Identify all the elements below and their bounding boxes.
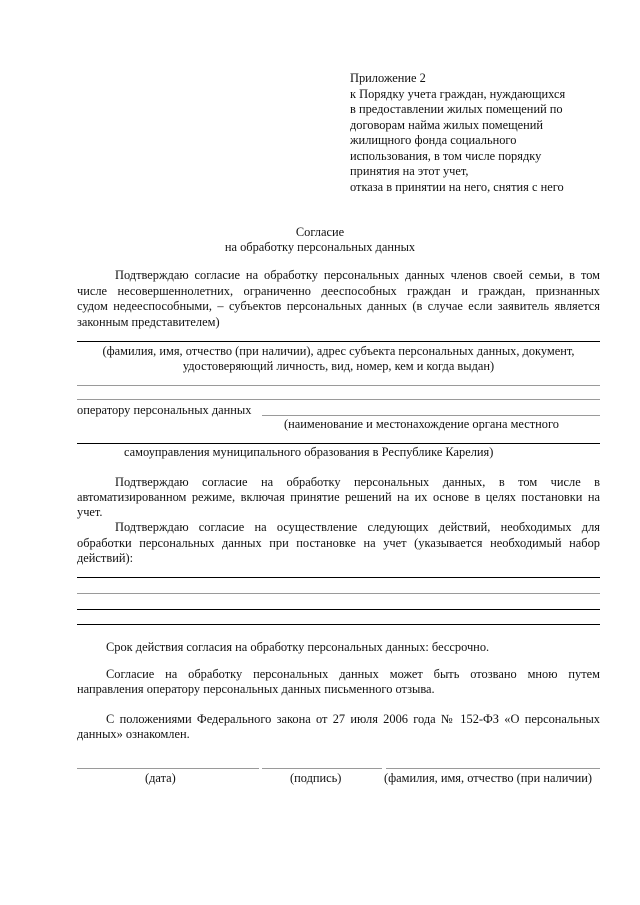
signature-field-line[interactable] bbox=[262, 768, 382, 769]
paragraph-line: направления оператору персональных данных письменного отзыва. bbox=[77, 682, 435, 696]
subject-field-caption: удостоверяющий личность, вид, номер, кем и когда выдан) bbox=[182, 359, 495, 373]
paragraph-line: числе несовершеннолетних, ограниченно дееспособных граждан и граждан, признанных bbox=[77, 284, 600, 298]
subject-field-line[interactable] bbox=[77, 399, 600, 400]
signature-caption: (подпись) bbox=[290, 771, 342, 785]
appendix-line: договорам найма жилых помещений bbox=[350, 117, 544, 132]
appendix-line: отказа в принятии на него, снятия с него bbox=[350, 179, 564, 194]
actions-field-line[interactable] bbox=[77, 577, 600, 578]
document-title: Согласие bbox=[295, 225, 345, 239]
appendix-line: жилищного фонда социального bbox=[350, 133, 517, 147]
appendix-header bbox=[350, 71, 565, 195]
paragraph-line: действий): bbox=[77, 551, 134, 565]
date-field-line[interactable] bbox=[77, 768, 259, 769]
appendix-title: Приложение 2 bbox=[350, 71, 426, 85]
operator-field-line[interactable] bbox=[77, 443, 600, 444]
paragraph-line: судом недееспособными, – субъектов персональных данных (в случае если заявитель является bbox=[77, 299, 600, 313]
paragraph-line: учет. bbox=[77, 505, 103, 519]
appendix-line: к Порядку учета граждан, нуждающихся bbox=[350, 86, 566, 101]
paragraph-line: законным представителем) bbox=[77, 315, 220, 329]
operator-label: оператору персональных данных bbox=[77, 403, 252, 417]
subject-field-caption: (фамилия, имя, отчество (при наличии), адрес субъекта персональных данных, документ, bbox=[102, 344, 575, 358]
operator-caption: самоуправления муниципального образования в Республике Карелия) bbox=[124, 445, 494, 459]
paragraph-line: Подтверждаю согласие на обработку персональных данных членов своей семьи, в том bbox=[115, 268, 600, 282]
operator-field-line[interactable] bbox=[262, 415, 600, 416]
paragraph-line: автоматизированном режиме, включая принятие решений на их основе в целях постановки на bbox=[77, 490, 600, 504]
paragraph-line: Подтверждаю согласие на обработку персональных данных, в том числе в bbox=[115, 475, 600, 489]
paragraph-line: С положениями Федерального закона от 27 июля 2006 года № 152-ФЗ «О персональных bbox=[106, 712, 600, 726]
actions-field-line[interactable] bbox=[77, 593, 600, 594]
actions-field-line[interactable] bbox=[77, 609, 600, 610]
actions-field-line[interactable] bbox=[77, 624, 600, 625]
paragraph-line: обработки персональных данных при постановке на учет (указывается необходимый набор bbox=[77, 536, 600, 550]
appendix-line: использования, в том числе порядку bbox=[350, 148, 542, 163]
subject-field-line[interactable] bbox=[77, 341, 600, 342]
name-field-line[interactable] bbox=[386, 768, 600, 769]
subject-field-line[interactable] bbox=[77, 385, 600, 386]
appendix-line: принятия на этот учет, bbox=[350, 164, 469, 178]
paragraph-line: данных» ознакомлен. bbox=[77, 727, 190, 741]
paragraph-line: Согласие на обработку персональных данных может быть отозвано мною путем bbox=[106, 667, 600, 681]
operator-caption: (наименование и местонахождение органа местного bbox=[284, 417, 559, 431]
appendix-line: в предоставлении жилых помещений по bbox=[350, 102, 563, 116]
paragraph-line: Подтверждаю согласие на осуществление следующих действий, необходимых для bbox=[115, 520, 600, 534]
consent-term: Срок действия согласия на обработку персональных данных: бессрочно. bbox=[106, 640, 490, 654]
document-subtitle: на обработку персональных данных bbox=[224, 240, 416, 254]
date-caption: (дата) bbox=[145, 771, 176, 785]
name-caption: (фамилия, имя, отчество (при наличии) bbox=[384, 771, 593, 785]
